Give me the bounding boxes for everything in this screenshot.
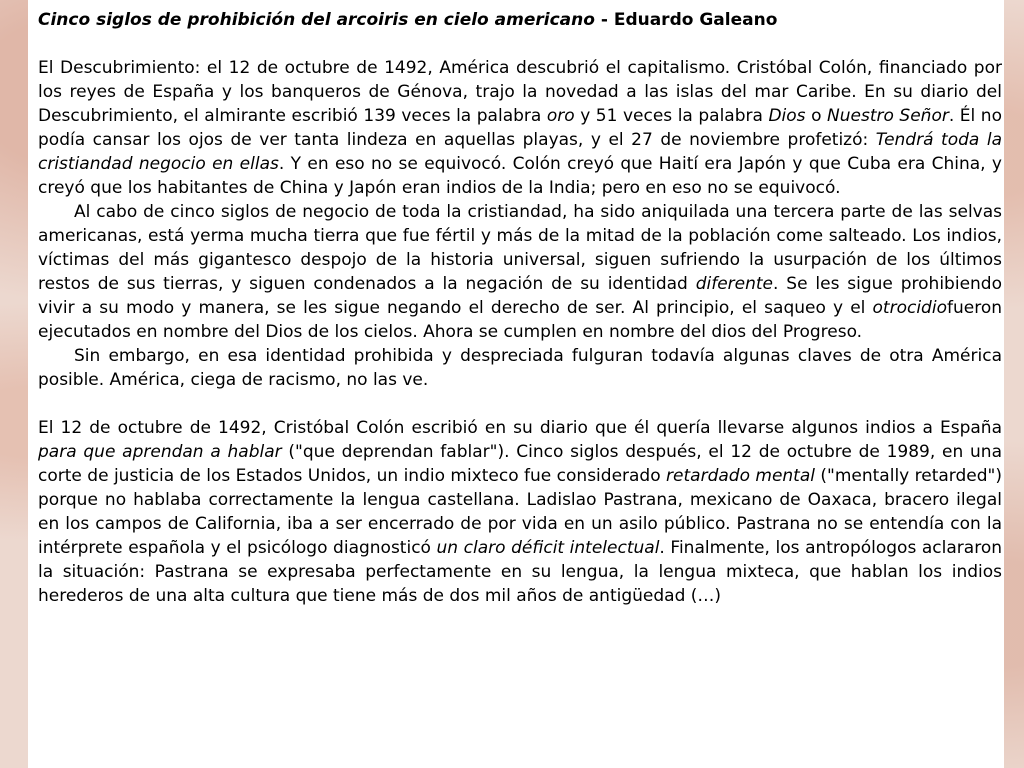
- p1-text-1: El Descubrimiento: el 12 de octubre de 1492, América descubrió el capitalismo. Cristóbal Colón, financiado por los reyes de España y los banqueros de Génova, trajo la novedad a las islas del mar Caribe. En su diario del Descubrimiento, el almirante escribió 139 veces la palabra: [38, 58, 1002, 126]
- document-body: [38, 8, 1002, 608]
- document-title: [38, 8, 1002, 32]
- spacer: [38, 392, 1002, 416]
- spacer: [38, 32, 1002, 56]
- title-italic: Cinco siglos de prohibición del arcoiris en cielo americano: [38, 10, 595, 30]
- p1-emphasis-oro: oro: [546, 106, 575, 126]
- p1-emphasis-nuestro-senor: Nuestro Señor: [827, 106, 949, 126]
- paragraph-4: [38, 416, 1002, 608]
- p4-emphasis-aprendan: para que aprendan a hablar: [38, 442, 282, 462]
- p4-emphasis-deficit: un claro déficit intelectual: [436, 538, 660, 558]
- title-separator: -: [594, 10, 614, 30]
- p4-text-4: . Finalmente, los antropólogos aclararon la situación: Pastrana se expresaba perfectamente en su lengua, la lengua mixteca, que hablan los indios herederos de una alta cultura que tiene más de dos mil años de antigüedad (…): [38, 538, 1002, 606]
- p1-text-5: . Y en eso no se equivocó. Colón creyó que Haití era Japón y que Cuba era China, y creyó que los habitantes de China y Japón eran indios de la India; pero en eso no se equivocó.: [38, 154, 1002, 198]
- paragraph-2: [38, 200, 1002, 344]
- p4-text-3: ("mentally retarded") porque no hablaba correctamente la lengua castellana. Ladislao Pastrana, mexicano de Oaxaca, bracero ilegal en los campos de California, iba a ser encerrado de por vida en un asilo público. Pastrana no se entendía con la intérprete española y el psicólogo diagnosticó: [38, 466, 1002, 558]
- p1-emphasis-dios: Dios: [768, 106, 806, 126]
- p1-text-4: . Él no podía cansar los ojos de ver tanta lindeza en aquellas playas, y el 27 de noviembre profetizó:: [38, 106, 1002, 150]
- p1-text-3: o: [805, 106, 828, 126]
- paragraph-3: Sin embargo, en esa identidad prohibida y despreciada fulguran todavía algunas claves de otra América posible. América, ciega de racismo, no las ve.: [38, 346, 1002, 390]
- p1-emphasis-quote: Tendrá toda la cristiandad negocio en ellas: [38, 130, 1002, 174]
- p4-emphasis-retardado: retardado mental: [666, 466, 815, 486]
- p2-text-2: . Se les sigue prohibiendo vivir a su modo y manera, se les sigue negando el derecho de ser. Al principio, el saqueo y el: [38, 274, 1002, 318]
- p1-text-2: y 51 veces la palabra: [574, 106, 769, 126]
- p2-emphasis-diferente: diferente: [695, 274, 774, 294]
- p2-emphasis-otrocidio: otrocidio: [872, 298, 947, 318]
- p2-text-3: fueron ejecutados en nombre del Dios de los cielos. Ahora se cumplen en nombre del dios del Progreso.: [38, 298, 1002, 342]
- p4-text-2: ("que deprendan fablar"). Cinco siglos después, el 12 de octubre de 1989, en una corte de justicia de los Estados Unidos, un indio mixteco fue considerado: [38, 442, 1002, 486]
- p2-text-1: Al cabo de cinco siglos de negocio de toda la cristiandad, ha sido aniquilada una tercera parte de las selvas americanas, está yerma mucha tierra que fue fértil y más de la mitad de la población come salteado. Los indios, víctimas del más gigantesco despojo de la historia universal, siguen sufriendo la usurpación de los últimos restos de sus tierras, y siguen condenados a la negación de su identidad: [38, 202, 1002, 294]
- p4-text-1: El 12 de octubre de 1492, Cristóbal Colón escribió en su diario que él quería llevarse algunos indios a España: [38, 418, 1002, 438]
- title-author: Eduardo Galeano: [613, 10, 778, 30]
- paragraph-1: [38, 56, 1002, 200]
